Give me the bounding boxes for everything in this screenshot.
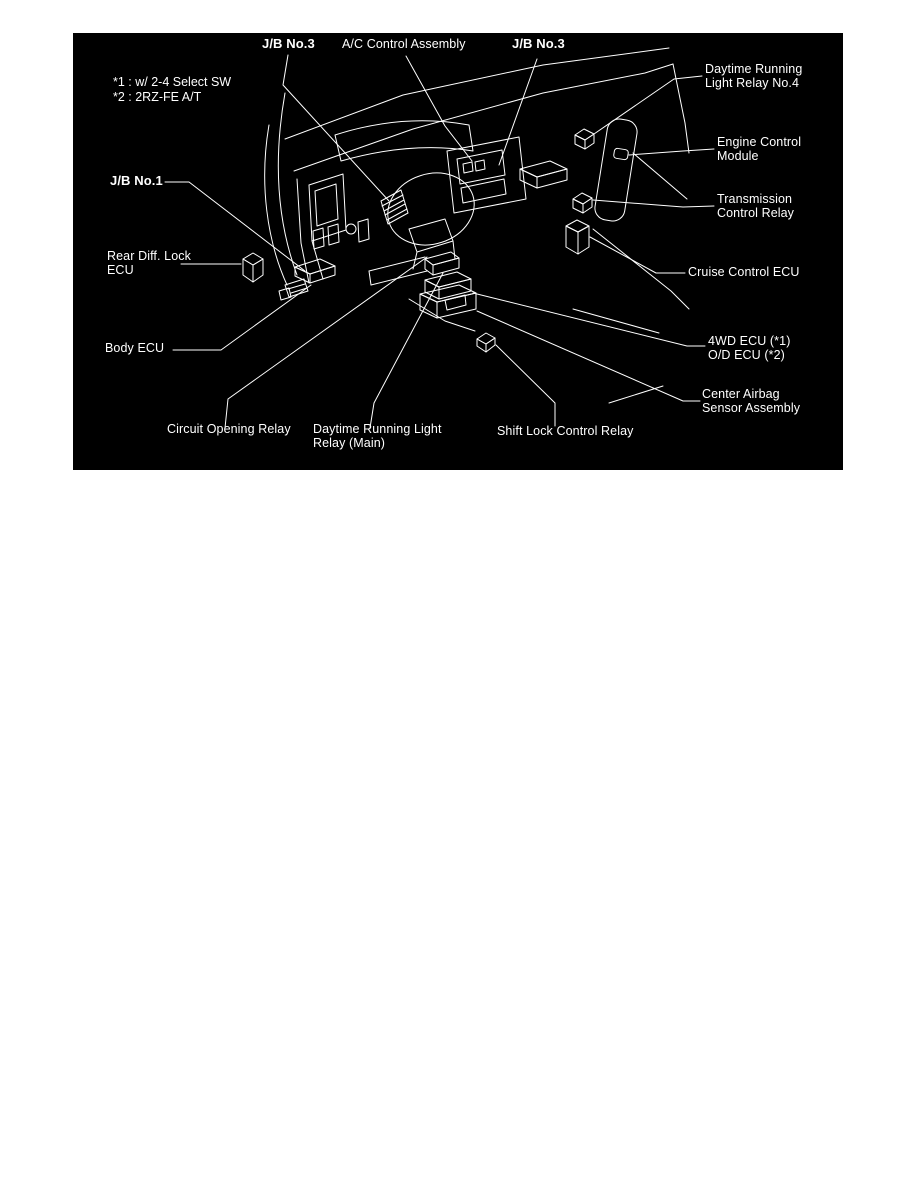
label-jb-no3-left: J/B No.3 — [262, 36, 315, 51]
a-pillar-lines — [265, 48, 669, 285]
label-circuit-opening-relay: Circuit Opening Relay — [167, 422, 291, 436]
label-engine-control-module: Engine Control Module — [717, 135, 802, 163]
label-rear-diff-lock-ecu: Rear Diff. Lock ECU — [107, 249, 191, 277]
label-cruise-control-ecu: Cruise Control ECU — [688, 265, 800, 279]
transmission-control-relay-box — [573, 193, 592, 213]
component-location-diagram — [73, 33, 843, 470]
label-daytime-running-light-relay-main: Daytime Running Light Relay (Main) — [313, 422, 442, 450]
label-shift-lock-control-relay: Shift Lock Control Relay — [497, 424, 634, 438]
label-jb-no3-right: J/B No.3 — [512, 36, 565, 51]
cluster-hood — [335, 121, 473, 161]
footnote-1: *1 : w/ 2-4 Select SW — [113, 75, 232, 89]
label-daytime-running-light-relay-no4: Daytime Running Light Relay No.4 — [705, 62, 803, 90]
under-column-relay-bracket — [369, 252, 475, 331]
jb-no1-body-ecu-cluster — [279, 259, 335, 300]
center-stack — [447, 137, 526, 213]
label-center-airbag-sensor-assembly: Center Airbag Sensor Assembly — [702, 387, 801, 415]
footnote-2: *2 : 2RZ-FE A/T — [113, 90, 202, 104]
label-jb-no1: J/B No.1 — [110, 173, 163, 188]
jb-no3-block — [381, 190, 408, 224]
footnotes — [113, 75, 231, 105]
label-ac-control-assembly: A/C Control Assembly — [342, 37, 466, 51]
dash-end-panel — [593, 117, 639, 222]
label-body-ecu: Body ECU — [105, 341, 165, 355]
label-transmission-control-relay: Transmission Control Relay — [717, 192, 795, 220]
leader-lines — [165, 55, 714, 428]
left-switch-panel — [309, 174, 369, 279]
label-4wd-od-ecu: 4WD ECU (*1) O/D ECU (*2) — [708, 334, 791, 362]
shift-lock-relay-box — [477, 333, 495, 352]
drl-relay-no4-box — [575, 129, 594, 149]
cruise-control-ecu-box — [566, 220, 589, 254]
rear-diff-lock-ecu-box — [243, 253, 263, 282]
heater-box — [520, 161, 567, 188]
